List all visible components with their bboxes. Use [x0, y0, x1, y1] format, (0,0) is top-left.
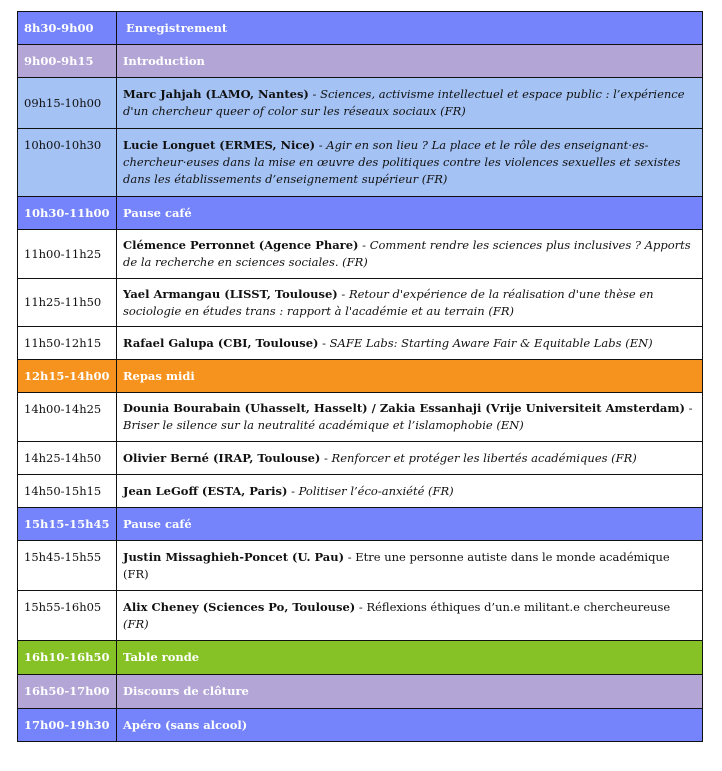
separator: - — [318, 335, 330, 350]
schedule-row-coffee-break — [18, 197, 703, 230]
schedule-row-introduction — [18, 45, 703, 78]
separator: - — [684, 401, 693, 415]
speaker-name: Justin Missaghieh-Poncet (U. Pau) — [123, 549, 345, 564]
time-slot: 16h10-16h50 — [18, 641, 117, 675]
talk-title: Renforcer et protéger les libertés académiques (FR) — [331, 450, 637, 465]
time-slot: 09h15-10h00 — [18, 78, 117, 129]
separator: - — [287, 483, 299, 498]
talk-cell — [117, 129, 703, 197]
time-slot: 9h00-9h15 — [18, 45, 117, 78]
talk-title: Sciences, activisme intellectuel et espace public : l’expérience d'un chercheur queer of color sur les réseaux sociaux (FR) — [123, 87, 685, 118]
talk-title: Politiser l’éco-anxiété (FR) — [298, 483, 454, 498]
talk-cell — [117, 279, 703, 327]
time-slot: 10h30-11h00 — [18, 197, 117, 230]
talk-title: Etre une personne autiste dans le monde académique (FR) — [123, 549, 670, 581]
time-slot: 10h00-10h30 — [18, 129, 117, 197]
separator: - — [315, 138, 327, 152]
speaker-name: Jean LeGoff (ESTA, Paris) — [123, 483, 288, 498]
time-slot: 12h15-14h00 — [18, 360, 117, 393]
talk-cell — [117, 591, 703, 641]
talk-title: Comment rendre les sciences plus inclusives ? Apports de la recherche en sciences sociales. (FR) — [123, 238, 691, 269]
session-label — [117, 12, 703, 45]
speaker-name: Rafael Galupa (CBI, Toulouse) — [123, 335, 319, 350]
schedule-row-talk — [18, 129, 703, 197]
session-label: Pause café — [117, 197, 703, 230]
schedule-row-talk — [18, 393, 703, 442]
separator: - — [355, 599, 367, 614]
talk-cell — [117, 393, 703, 442]
schedule-row-closing-speech — [18, 675, 703, 709]
schedule-row-talk — [18, 442, 703, 475]
schedule-row-talk — [18, 230, 703, 279]
schedule-row-talk — [18, 591, 703, 641]
time-slot: 11h25-11h50 — [18, 279, 117, 327]
schedule-row-talk — [18, 475, 703, 508]
time-slot: 15h55-16h05 — [18, 591, 117, 641]
time-slot: 17h00-19h30 — [18, 709, 117, 742]
separator: - — [358, 238, 370, 252]
time-slot: 14h25-14h50 — [18, 442, 117, 475]
separator: - — [337, 286, 349, 301]
time-slot: 15h45-15h55 — [18, 541, 117, 591]
speaker-name: Dounia Bourabain (Uhasselt, Hasselt) / Zakia Essanhaji (Vrije Universiteit Amsterdam) — [123, 401, 685, 415]
session-label: Introduction — [117, 45, 703, 78]
session-label: Repas midi — [117, 360, 703, 393]
talk-cell — [117, 327, 703, 360]
schedule-row-talk — [18, 541, 703, 591]
speaker-name: Alix Cheney (Sciences Po, Toulouse) — [123, 599, 356, 614]
program-schedule-table — [17, 11, 703, 742]
time-slot: 14h00-14h25 — [18, 393, 117, 442]
schedule-row-registration — [18, 12, 703, 45]
session-label-text: Enregistrement — [126, 20, 228, 35]
time-slot: 14h50-15h15 — [18, 475, 117, 508]
talk-cell — [117, 475, 703, 508]
session-label: Pause café — [117, 508, 703, 541]
talk-cell — [117, 230, 703, 279]
separator: - — [320, 450, 332, 465]
schedule-row-talk — [18, 327, 703, 360]
separator: - — [308, 87, 321, 101]
talk-title: SAFE Labs: Starting Aware Fair & Equitable Labs (EN) — [329, 335, 653, 350]
speaker-name: Yael Armangau (LISST, Toulouse) — [123, 286, 338, 301]
talk-cell — [117, 541, 703, 591]
schedule-row-lunch — [18, 360, 703, 393]
schedule-row-talk — [18, 78, 703, 129]
talk-language: (FR) — [123, 616, 149, 631]
time-slot: 11h00-11h25 — [18, 230, 117, 279]
schedule-row-coffee-break — [18, 508, 703, 541]
time-slot: 8h30-9h00 — [18, 12, 117, 45]
talk-title: Agir en son lieu ? La place et le rôle des enseignant·es-chercheur·euses dans la mise en œuvre des politiques contre les violences sexuelles et sexistes dans les établissements d’enseignement supérieur (FR) — [123, 138, 681, 186]
separator: - — [344, 549, 356, 564]
speaker-name: Marc Jahjah (LAMO, Nantes) — [123, 87, 309, 101]
talk-title: Retour d'expérience de la réalisation d'une thèse en sociologie en études trans : rapport à l'académie et au terrain (FR) — [123, 286, 654, 318]
session-label: Apéro (sans alcool) — [117, 709, 703, 742]
schedule-row-round-table — [18, 641, 703, 675]
schedule-row-talk — [18, 279, 703, 327]
talk-cell — [117, 78, 703, 129]
time-slot: 15h15-15h45 — [18, 508, 117, 541]
talk-title: Briser le silence sur la neutralité académique et l’islamophobie (EN) — [123, 418, 524, 432]
speaker-name: Clémence Perronnet (Agence Phare) — [123, 238, 359, 252]
talk-cell — [117, 442, 703, 475]
session-label: Discours de clôture — [117, 675, 703, 709]
speaker-name: Lucie Longuet (ERMES, Nice) — [123, 138, 316, 152]
schedule-row-aperitif — [18, 709, 703, 742]
time-slot: 16h50-17h00 — [18, 675, 117, 709]
speaker-name: Olivier Berné (IRAP, Toulouse) — [123, 450, 321, 465]
session-label: Table ronde — [117, 641, 703, 675]
talk-title: Réflexions éthiques d’un.e militant.e chercheureuse — [366, 599, 671, 614]
time-slot: 11h50-12h15 — [18, 327, 117, 360]
